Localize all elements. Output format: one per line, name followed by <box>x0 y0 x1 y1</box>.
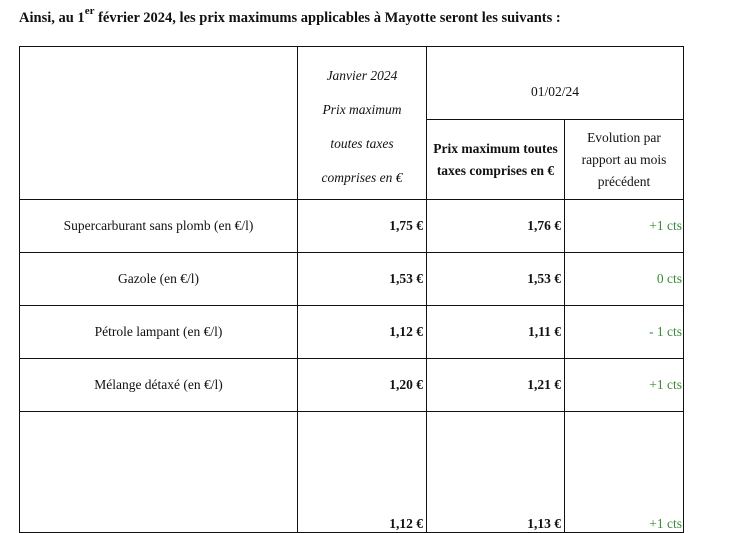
row-february-price: 1,13 € <box>527 516 561 531</box>
header-january-line4: comprises en € <box>321 170 403 185</box>
header-january-cell <box>298 47 427 200</box>
table-row-supercarburant <box>20 200 684 253</box>
header-evolution-line2: rapport au mois <box>581 151 667 167</box>
header-evolution-cell <box>565 120 684 200</box>
row-january-price: 1,75 € <box>298 200 427 253</box>
intro-text-end: février 2024, les prix maximums applicables à Mayotte seront les suivants : <box>94 10 561 26</box>
table-row-last <box>20 412 684 533</box>
row-evolution: - 1 cts <box>565 306 684 359</box>
header-row-1 <box>20 47 684 120</box>
row-evolution: +1 cts <box>565 200 684 253</box>
row-february-price: 1,11 € <box>427 306 565 359</box>
row-january-price: 1,12 € <box>389 516 423 531</box>
row-evolution-cell <box>565 412 684 533</box>
header-date: 01/02/24 <box>531 84 580 99</box>
row-label: Supercarburant sans plomb (en €/l) <box>20 200 298 253</box>
price-table <box>19 46 684 533</box>
row-label: Gazole (en €/l) <box>20 253 298 306</box>
header-date-cell <box>427 47 684 120</box>
header-january-line2: Prix maximum <box>322 102 402 117</box>
header-evolution-line3: précédent <box>597 173 651 189</box>
row-january-price: 1,20 € <box>298 359 427 412</box>
row-label: Pétrole lampant (en €/l) <box>20 306 298 359</box>
row-february-price: 1,53 € <box>427 253 565 306</box>
row-evolution: 0 cts <box>565 253 684 306</box>
row-february-price: 1,21 € <box>427 359 565 412</box>
header-empty-cell <box>20 47 298 200</box>
row-label: Mélange détaxé (en €/l) <box>20 359 298 412</box>
table-row-melange <box>20 359 684 412</box>
header-january-line3: toutes taxes <box>330 136 394 151</box>
row-january-price: 1,12 € <box>298 306 427 359</box>
header-evolution-line1: Evolution par <box>587 129 661 145</box>
row-february-price-cell <box>427 412 565 533</box>
header-price-cell <box>427 120 565 200</box>
header-january-title: Janvier 2024 <box>326 68 398 83</box>
intro-sentence <box>19 5 561 27</box>
row-february-price: 1,76 € <box>427 200 565 253</box>
header-price-line2: taxes comprises en € <box>436 162 555 178</box>
row-january-price: 1,53 € <box>298 253 427 306</box>
row-january-price-cell <box>298 412 427 533</box>
row-evolution: +1 cts <box>649 516 683 531</box>
intro-text-start: Ainsi, au 1 <box>19 10 85 26</box>
table-row-petrole <box>20 306 684 359</box>
table-row-gazole <box>20 253 684 306</box>
intro-superscript: er <box>84 5 95 18</box>
row-evolution: +1 cts <box>565 359 684 412</box>
row-label <box>20 412 298 533</box>
header-price-line1: Prix maximum toutes <box>433 140 558 156</box>
